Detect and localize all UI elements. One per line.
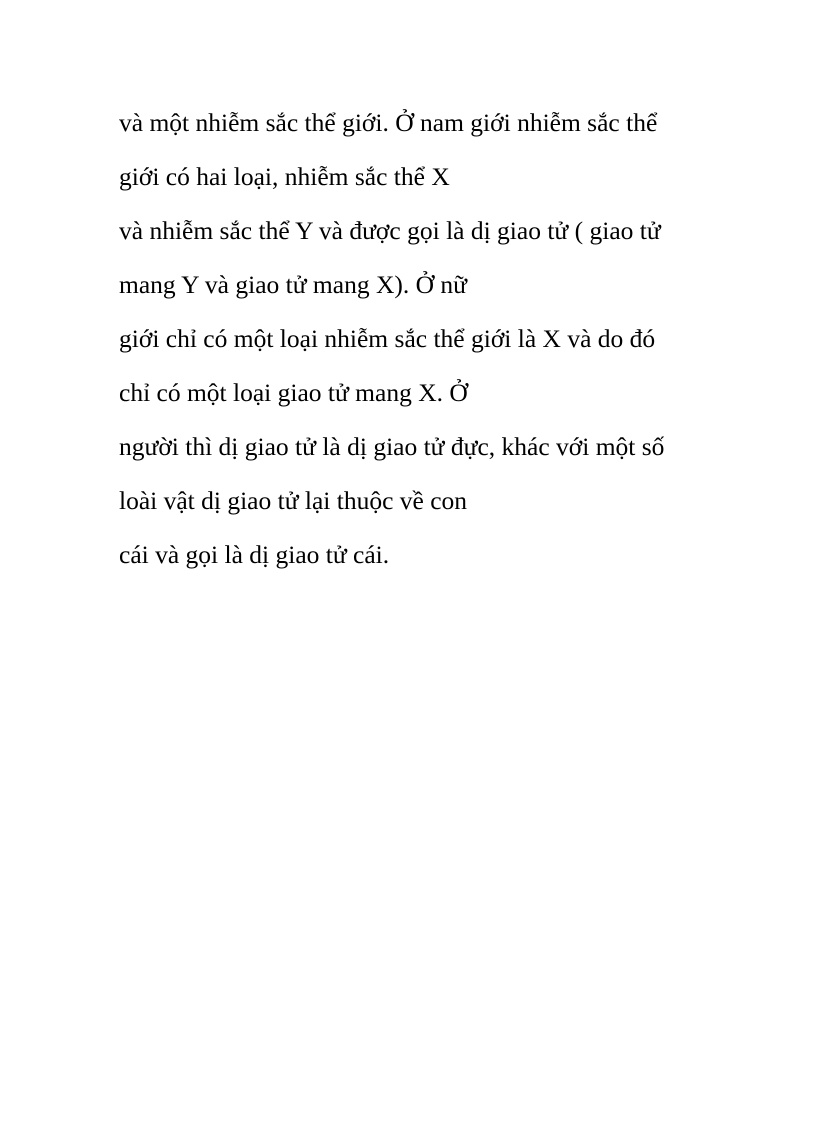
text-line: giới chỉ có một loại nhiễm sắc thể giới là X và do đó [119, 324, 656, 353]
body-text [119, 96, 759, 582]
paragraph-3 [119, 312, 759, 420]
text-line: cái và gọi là dị giao tử cái. [119, 540, 390, 569]
text-line: giới có hai loại, nhiễm sắc thể X [119, 162, 450, 191]
paragraph-1 [119, 96, 759, 204]
paragraph-5 [119, 528, 759, 582]
text-line: người thì dị giao tử là dị giao tử đực, khác với một số [119, 432, 665, 461]
text-line: và nhiễm sắc thể Y và được gọi là dị giao tử ( giao tử [119, 216, 661, 245]
text-line: chỉ có một loại giao tử mang X. Ở [119, 378, 468, 407]
text-line: và một nhiễm sắc thể giới. Ở nam giới nhiễm sắc thể [119, 108, 658, 137]
paragraph-2 [119, 204, 759, 312]
text-line: mang Y và giao tử mang X). Ở nữ [119, 270, 467, 299]
text-line: loài vật dị giao tử lại thuộc về con [119, 486, 468, 515]
paragraph-4 [119, 420, 759, 528]
